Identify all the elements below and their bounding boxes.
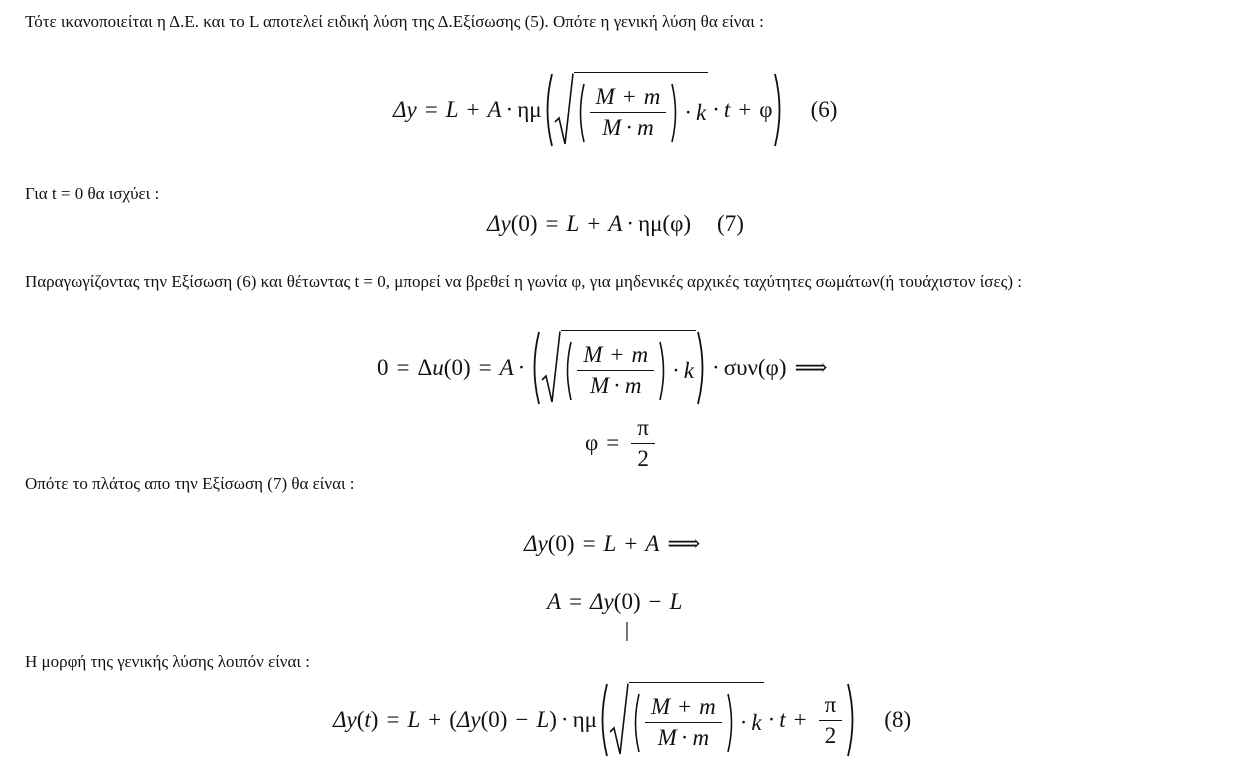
dy-symbol: Δy: [487, 211, 511, 236]
square-root: $\frac{M + m}{M \cdot m}$ · k: [554, 72, 709, 148]
equation-derivative: 0 = Δ u ( 0 ) = A · $\frac{M + m}{M \cdot m}$ · k · συν ( φ ) ⟹: [377, 328, 835, 408]
right-paren-icon: [658, 340, 668, 402]
phi-symbol: φ: [759, 97, 773, 122]
right-paren-icon: [670, 82, 680, 144]
big-left-paren-icon: [542, 72, 554, 148]
left-paren-icon: [563, 340, 573, 402]
mass-fraction: $\frac{M + m}{M \cdot m}$: [645, 694, 722, 751]
A-symbol: A: [487, 97, 502, 122]
mass-fraction: $\frac{M + m}{M \cdot m}$: [590, 84, 667, 141]
L-symbol: L: [445, 97, 459, 122]
implies-arrow: ⟹: [667, 531, 701, 556]
u-symbol: u: [432, 355, 444, 380]
cdot: ·: [505, 97, 514, 122]
radical-sign-icon: [541, 330, 561, 406]
square-root: $\frac{M + m}{M \cdot m}$ · k: [541, 330, 696, 406]
equation-amplitude: A = Δy ( 0 ) − L: [547, 589, 683, 614]
big-right-paren-icon: [773, 72, 785, 148]
implies-arrow: ⟹: [794, 355, 828, 380]
big-right-paren-icon: [696, 330, 708, 406]
text-cursor[interactable]: [626, 622, 628, 641]
big-right-paren-icon: [846, 682, 858, 758]
equation-amplitude-sum: Δy ( 0 ) = L + A ⟹: [524, 531, 701, 556]
left-paren-icon: [576, 82, 586, 144]
radical-sign-icon: [554, 72, 574, 148]
mass-fraction: $\frac{M + m}{M \cdot m}$: [577, 342, 654, 399]
right-paren-icon: [726, 692, 736, 754]
sine-function: ημ: [572, 707, 597, 732]
equals-sign: =: [424, 97, 438, 122]
big-left-paren-icon: [529, 330, 541, 406]
equation-number-6: (6): [810, 97, 838, 122]
equation-phi: φ = $\frac{\pi}{2}$: [585, 414, 659, 472]
equation-number-8: (8): [884, 707, 912, 732]
equation-number-7: (7): [717, 211, 744, 236]
square-root: $\frac{M + m}{M \cdot m}$ · k: [609, 682, 764, 758]
paragraph-amplitude: Οπότε το πλάτος απο την Εξίσωση (7) θα είναι :: [25, 474, 355, 493]
pi-over-two-fraction: $\frac{\pi}{2}$: [819, 692, 843, 749]
equation-7: Δy ( 0 ) = L + A · ημ ( φ ) (7): [487, 211, 744, 236]
paragraph-initial-condition: Για t = 0 θα ισχύει :: [25, 184, 160, 203]
t-symbol: t: [723, 97, 731, 122]
left-paren-icon: [631, 692, 641, 754]
cosine-function: συν: [723, 355, 758, 380]
paragraph-general-solution: Τότε ικανοποιείται η Δ.Ε. και το L αποτελεί ειδική λύση της Δ.Εξίσωσης (5). Οπότε η γενική λύση θα είναι :: [25, 12, 764, 31]
radical-sign-icon: [609, 682, 629, 758]
k-symbol: k: [696, 99, 707, 125]
sine-function: ημ: [517, 97, 542, 122]
sine-function: ημ: [638, 211, 663, 236]
equation-8: Δy ( t ) = L + ( Δy ( 0 ) − L ) · ημ $\frac{M + m}{M \cdot m}$ · k · t + $\frac{\pi}{2}$ (8): [333, 680, 911, 760]
equation-6: Δy = L + A · ημ $\frac{M + m}{M \cdot m}$ · k · t + φ (6): [393, 70, 837, 150]
big-left-paren-icon: [597, 682, 609, 758]
dy-symbol: Δy: [393, 97, 417, 122]
pi-over-two-fraction: $\frac{\pi}{2}$: [631, 415, 655, 472]
paragraph-final-form: Η μορφή της γενικής λύσης λοιπόν είναι :: [25, 652, 310, 671]
plus-sign: +: [466, 97, 480, 122]
paragraph-derivative: Παραγωγίζοντας την Εξίσωση (6) και θέτωντας t = 0, μπορεί να βρεθεί η γωνία φ, για μηδενικές αρχικές ταχύτητες σωμάτων(ή τουάχιστον ίσες) :: [25, 272, 1022, 291]
